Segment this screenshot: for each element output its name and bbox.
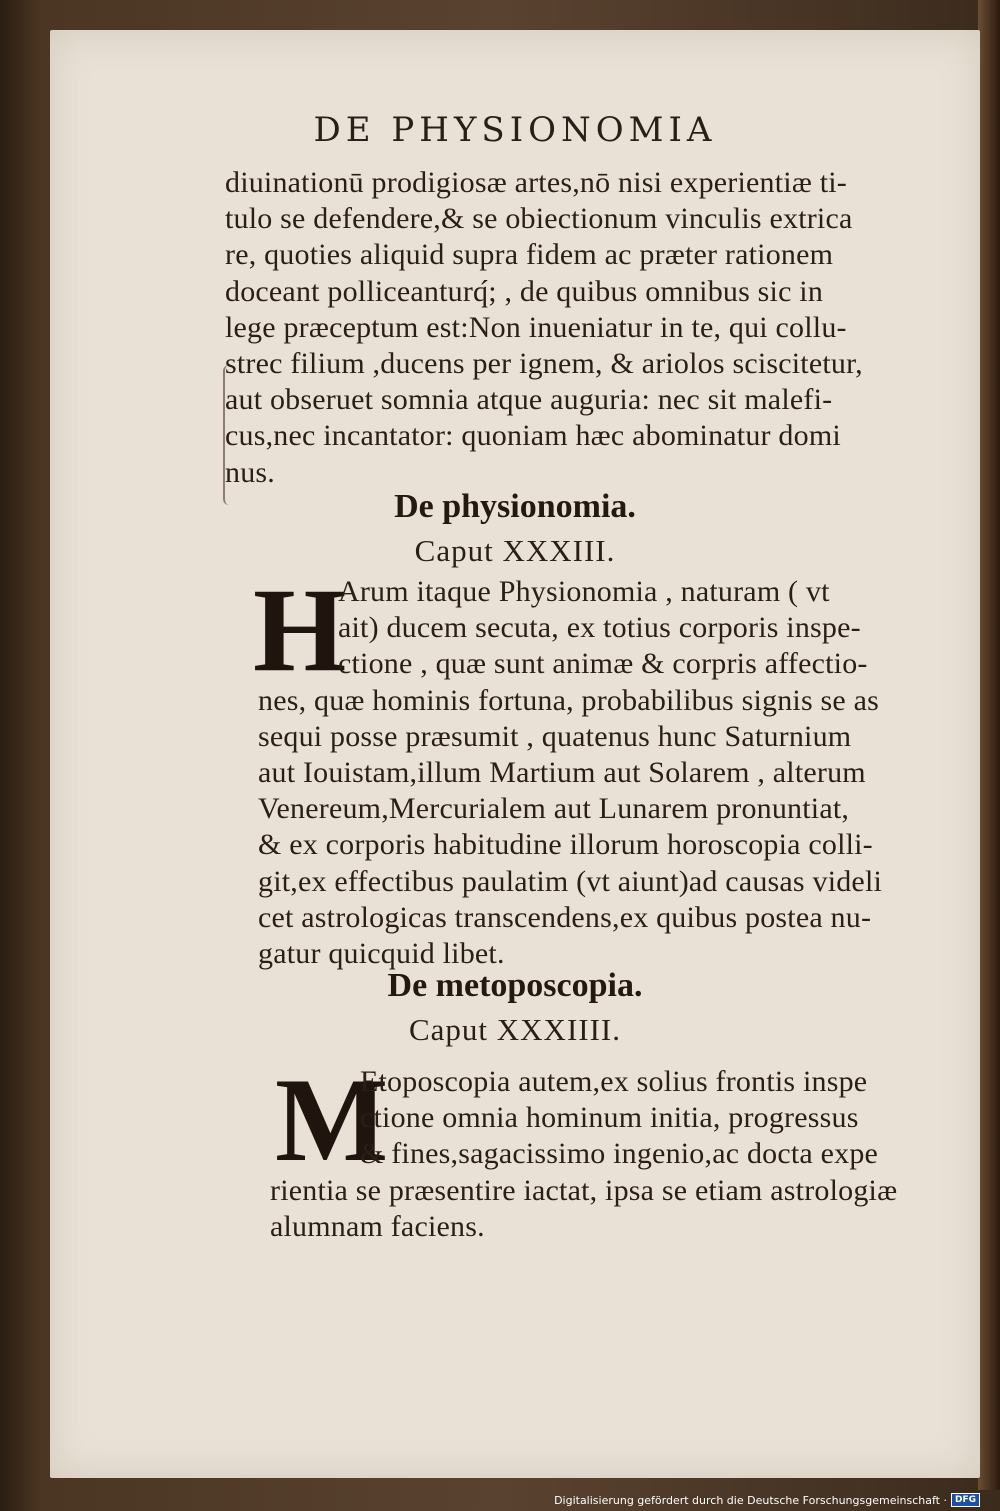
- chapter-title: De metoposcopia.: [387, 967, 643, 1004]
- text-line: & fines,sagacissimo ingenio,ac docta expe: [360, 1137, 879, 1171]
- text-line: & ex corporis habitudine illorum horoscopia colli-: [258, 828, 873, 862]
- text-line: ait) ducem secuta, ex totius corporis inspe-: [338, 611, 861, 645]
- text-line: tulo se defendere,& se obiectionum vinculis extrica: [225, 202, 853, 236]
- text-line: alumnam faciens.: [270, 1209, 485, 1243]
- text-line: Arum itaque Physionomia , naturam ( vt: [338, 575, 830, 608]
- chapter1-paragraph: [258, 574, 948, 972]
- text-line: gatur quicquid libet.: [258, 937, 505, 971]
- running-head: DE PHYSIONOMIA: [313, 110, 717, 150]
- text-line: sequi posse præsumit , quatenus hunc Saturnium: [258, 719, 852, 753]
- text-line: cet astrologicas transcendens,ex quibus postea nu-: [258, 900, 872, 934]
- text-line: git,ex effectibus paulatim (vt aiunt)ad causas videli: [258, 864, 883, 898]
- book-spine-edge: [978, 0, 1000, 1490]
- text-line: nes, quæ hominis fortuna, probabilibus signis se as: [258, 683, 879, 717]
- text-line: cus,nec incantator: quoniam hæc abominatur domi: [225, 419, 841, 453]
- text-line: Etoposcopia autem,ex solius frontis inspe: [360, 1065, 868, 1098]
- book-page: [50, 30, 980, 1478]
- text-line: aut Iouistam,illum Martium aut Solarem , alterum: [258, 756, 866, 790]
- dfg-logo-icon: DFG: [951, 1493, 980, 1507]
- text-line: doceant polliceanturq́; , de quibus omnibus sic in: [225, 274, 824, 308]
- text-line: re, quoties aliquid supra fidem ac præter rationem: [225, 238, 834, 272]
- text-line: strec filium ,ducens per ignem, & ariolos sciscitetur,: [225, 347, 863, 381]
- drop-cap-letter: M: [275, 1053, 389, 1186]
- drop-cap-letter: H: [253, 563, 347, 696]
- chapter-title: De physionomia.: [394, 488, 636, 525]
- chapter2-paragraph: [270, 1064, 960, 1245]
- text-line: lege præceptum est:Non inueniatur in te, qui collu-: [225, 310, 847, 344]
- intro-paragraph: [225, 165, 945, 491]
- funding-credit: Digitalisierung gefördert durch die Deutsche Forschungsgemeinschaft ·: [554, 1493, 947, 1507]
- text-line: ctione omnia hominum initia, progressus: [360, 1101, 859, 1135]
- chapter-number: Caput XXXIIII.: [408, 1012, 621, 1047]
- chapter-number: Caput XXXIII.: [414, 533, 616, 568]
- text-line: nus.: [225, 455, 275, 489]
- text-line: aut obseruet somnia atque auguria: nec sit malefi-: [225, 383, 833, 417]
- text-line: ctione , quæ sunt animæ & corpris affectio-: [338, 647, 868, 681]
- digitization-footer: [554, 1493, 980, 1507]
- text-line: rientia se præsentire iactat, ipsa se etiam astrologiæ: [270, 1173, 898, 1207]
- text-line: Venereum,Mercurialem aut Lunarem pronuntiat,: [258, 792, 850, 826]
- text-line: diuinationū prodigiosæ artes,nō nisi experientiæ ti-: [225, 166, 847, 199]
